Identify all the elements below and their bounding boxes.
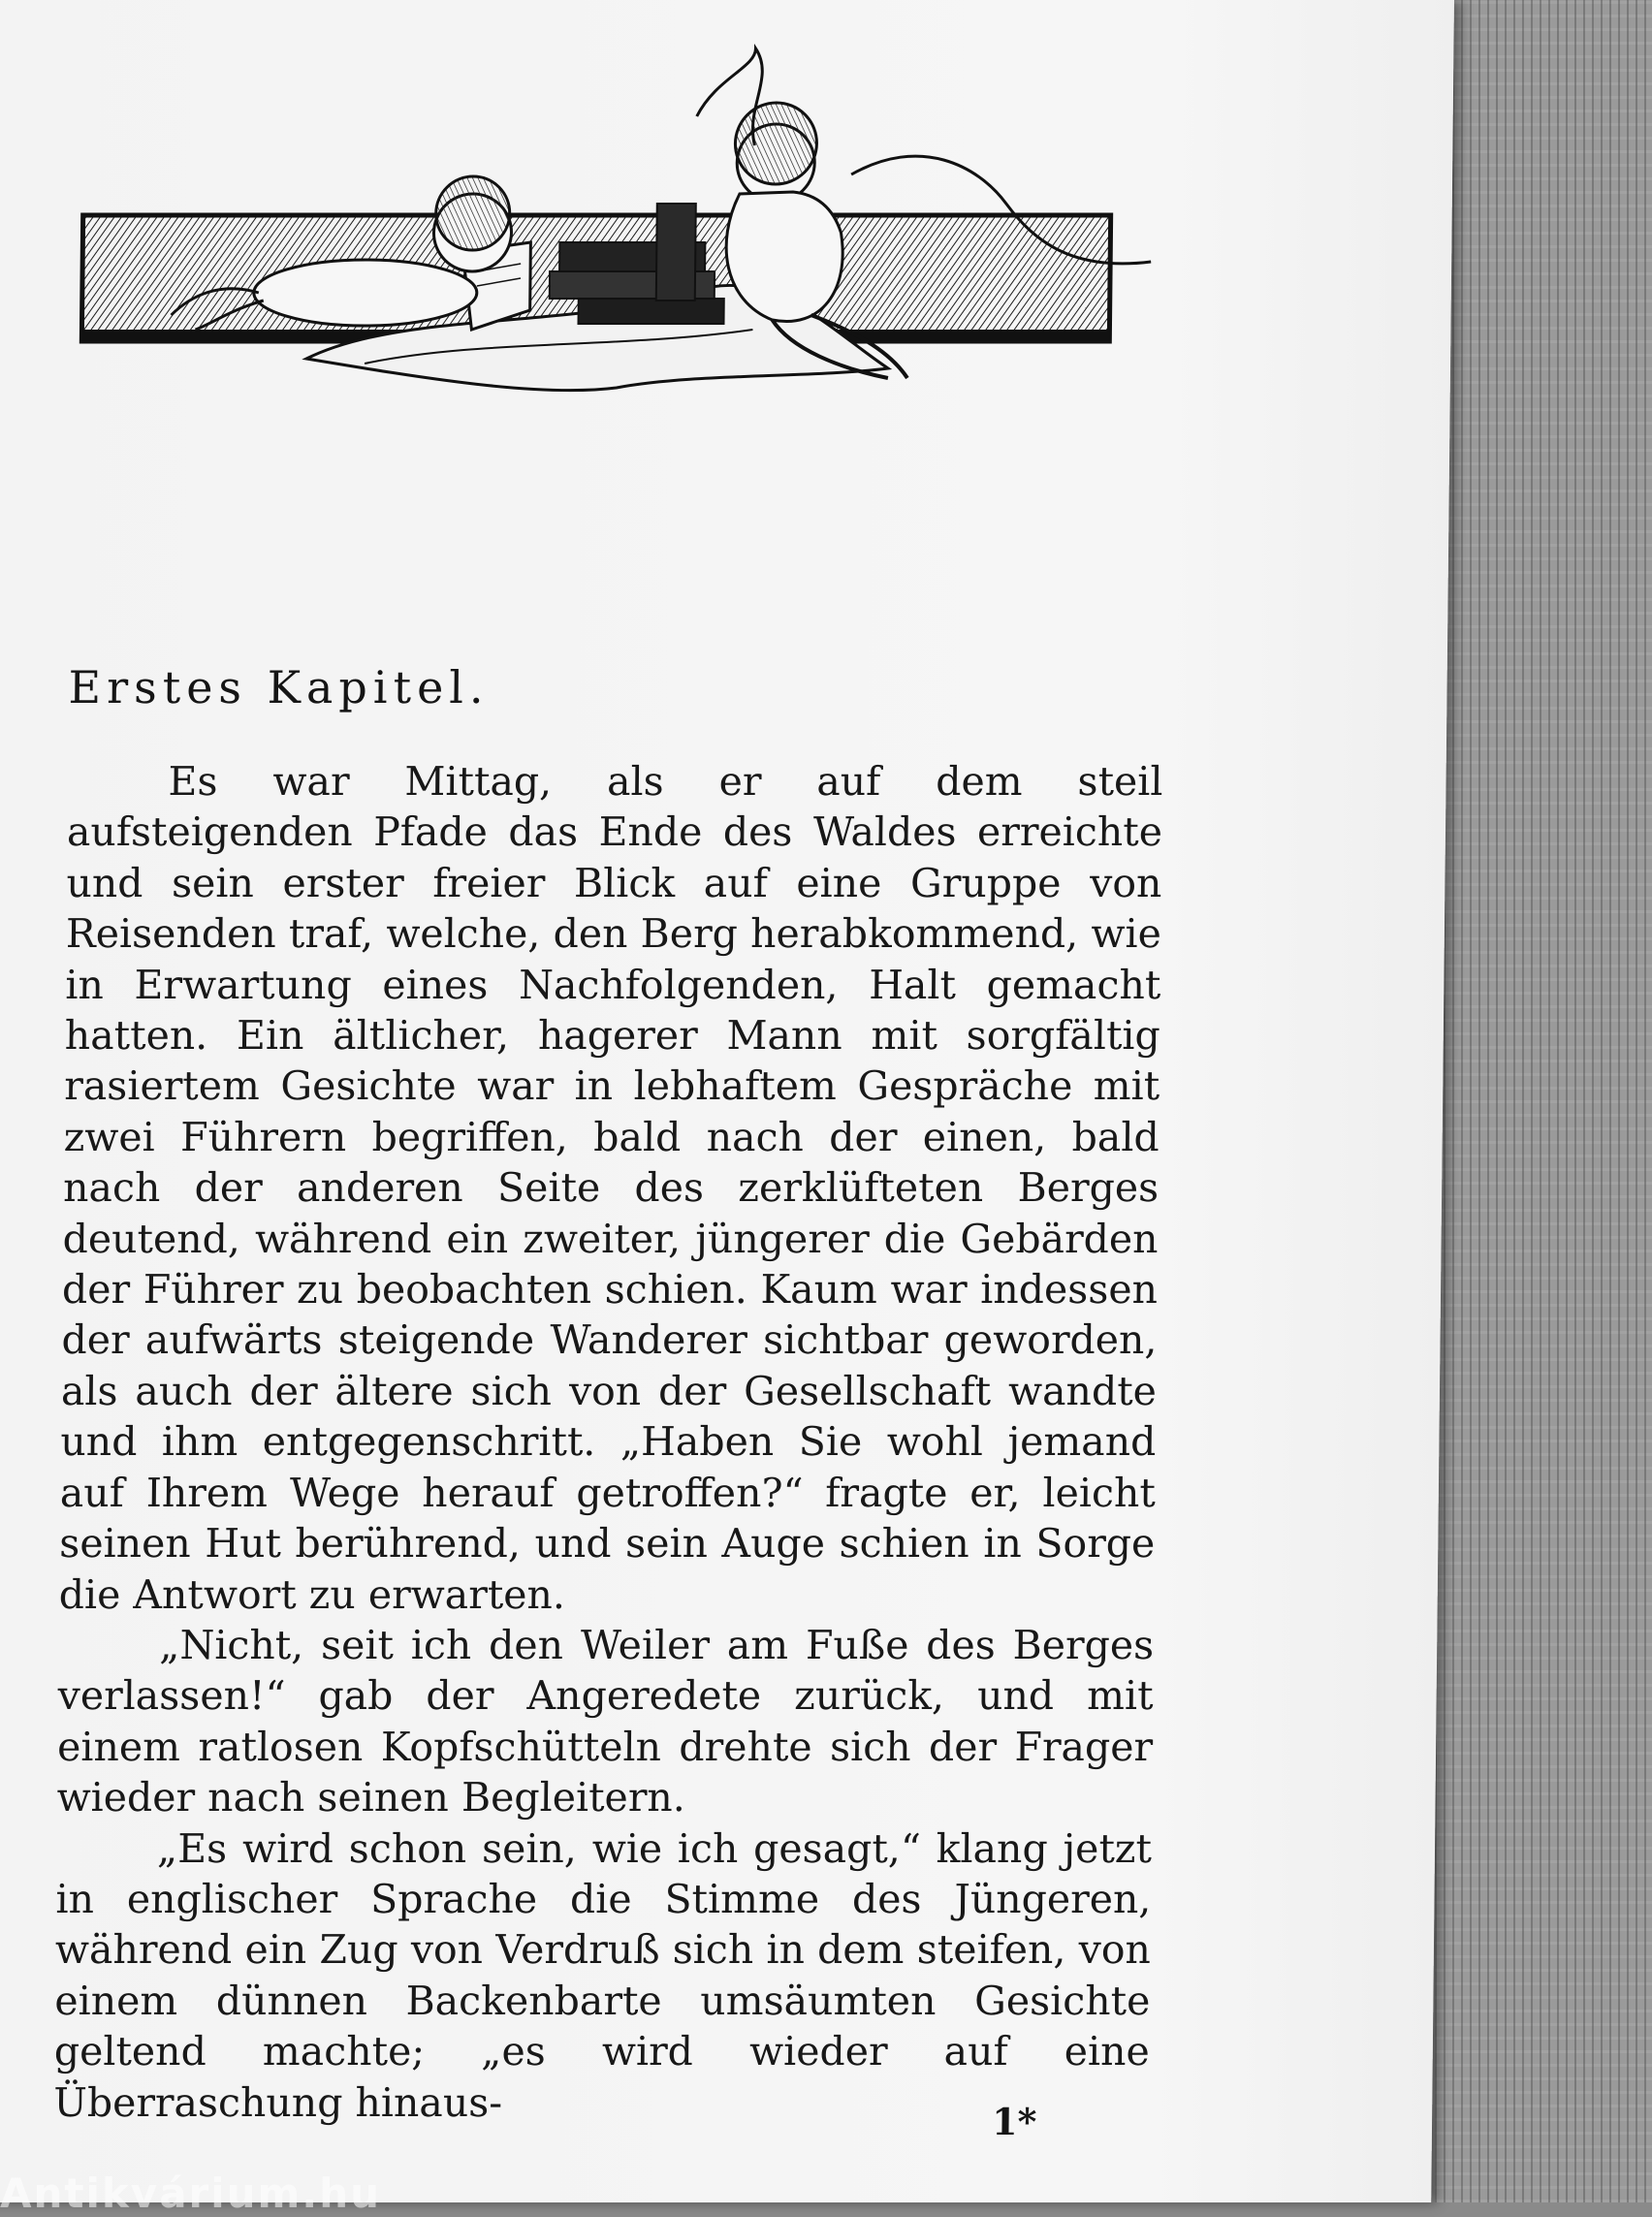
paragraph-1: Es war Mittag, als er auf dem steil aufsteigenden Pfade das Ende des Waldes erreichte und sein erster freier Blick auf eine Gruppe von Reisenden traf, welche, den Berg herabkommend, wie in Erwartung eines Nachfolgenden, Halt gemacht hatten. Ein ältlicher, hagerer Mann mit sorgfältig rasiertem Gesichte war in lebhaftem Gespräche mit zwei Führern begriffen, bald nach der einen, bald nach der anderen Seite des zerklüfteten Berges deutend, während ein zweiter, jüngerer die Gebärden der Führer zu beobachten schien. Kaum war indessen der aufwärts steigende Wanderer sichtbar geworden, als auch der ältere sich von der Gesellschaft wandte und ihm entgegenschritt. „Haben Sie wohl jemand auf Ihrem Wege herauf getroffen?“ fragte er, leicht seinen Hut berührend, und sein Auge schien in Sorge die Antwort zu erwarten. bbox=[58, 758, 1163, 1618]
paragraph-2: „Nicht, seit ich den Weiler am Fuße des Berges verlassen!“ gab der Angeredete zurück, und mit einem ratlosen Kopfschütteln drehte sich der Frager wieder nach seinen Begleitern. bbox=[56, 1621, 1155, 1821]
watermark-text: Antikvárium.hu bbox=[0, 2169, 382, 2217]
cherubs-vignette-illustration bbox=[74, 39, 1163, 407]
background-surface bbox=[1435, 0, 1652, 2202]
chapter-title: Erstes Kapitel. bbox=[68, 661, 490, 713]
paragraph-3: „Es wird schon sein, wie ich gesagt,“ klang jetzt in englischer Sprache die Stimme des Jüngeren, während ein Zug von Verdruß sich in dem steifen, von einem dünnen Backenbarte umsäumten Gesichte geltend machte; „es wird wieder auf eine Überraschung hinaus- bbox=[53, 1824, 1153, 2126]
body-text bbox=[53, 756, 1163, 2128]
page-number: 1* bbox=[991, 2100, 1037, 2143]
